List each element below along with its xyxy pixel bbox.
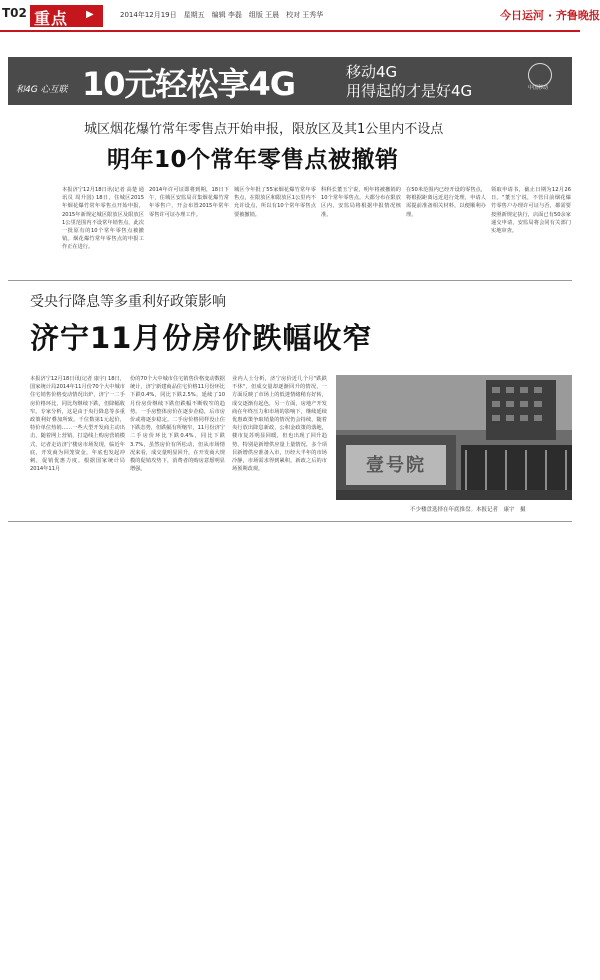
ad-subline-2: 用得起的才是好4G xyxy=(346,82,473,100)
article1-headline: 明年10个常年零售点被撤销 xyxy=(107,147,399,173)
bottom-rule xyxy=(8,521,572,522)
article1-column-5: 在50米范围内已经开设的零售点，将根据距离远近进行处理，申请人需提前准备相关材料，以便顺利办理。 xyxy=(406,187,486,218)
article1-column-3: 城区今年批了55家烟花爆竹常年零售点，在限放区和限放区1公里内不允许设点，所以有10个常年零售点要被撤销。 xyxy=(234,187,316,218)
article1-column-1: 本报济宁12月18日讯(记者 高楚 通讯员 周升国) 18日，住城区2015年烟花爆竹常年零售点开始申报，2015年新规定城区限放区及限放区1公里范围内不设常年销售点，此次一批原有的10个常年零售点被撤销。烟花爆竹常年零售点的申报工作正在进行。 xyxy=(62,187,144,251)
article1-kicker: 城区烟花爆竹常年零售点开始申报，限放区及其1公里内不设点 xyxy=(84,122,444,137)
section-divider xyxy=(8,280,572,281)
building-photo-illustration xyxy=(336,375,572,500)
ad-subline-1: 移动4G xyxy=(346,63,398,81)
section-label: 重点 xyxy=(34,9,69,28)
page-number: T02 xyxy=(2,6,27,20)
article1-column-2: 2014年许可证即将到期，18日下午，住城区安监局召集烟花爆竹常年零售户，开会布置2015年常年零售许可证办理工作。 xyxy=(149,187,229,218)
article1-column-4: 科科长董玉宁说，明年将被撤销的10个常年零售点，大都分布在限放区内，安监局将根据申报情况核准。 xyxy=(321,187,401,218)
triangle-right-icon: ▶ xyxy=(86,9,94,20)
photo-caption: 不少楼盘选择在年底推盘。本报记者 康宇 摄 xyxy=(410,507,526,513)
article1-column-6: 领取申请书，截止日期为12月26日。"董玉宁说，不管目前烟花爆竹零售户办理许可证与否，都需要按照新规定执行，店面已有50余家递交申请，安监局将会同有关部门实地审查。 xyxy=(491,187,571,235)
photo-sign: 壹号院 xyxy=(366,455,426,476)
article2-column-3: 业内人士分析，济宁房价近几个月"跌跌不休"，但成交量却逐渐回升的情况，一方面反映了市场上的低迷情绪稍有好转，成交逐渐有起色，另一方面，房地产开发商在年终压力和市场的影响下，继续延续优惠政策争取销量的情况仍会持续，随着央行放出降息新政，公积金政策的落地，楼市复苏明显回暖，但也出现了回升趋势，特别是新增供应量上量情况，多个项目新增供应准备入市，历经大半年的市场冷静，市场需求得到累积，新政之后的市场预期改观。 xyxy=(232,376,327,473)
article2-kicker: 受央行降息等多重利好政策影响 xyxy=(30,294,226,310)
ad-mark-label: 中国移动 xyxy=(528,85,549,91)
ad-logo: 和4G 心互联 xyxy=(16,85,68,95)
issue-info: 2014年12月19日 星期五 编辑 李磊 组版 王晨 校对 王秀华 xyxy=(120,11,324,19)
article2-column-1: 本报济宁12月18日讯(记者 康宇) 18日，国家统计局2014年11月份70个大中城市住宅销售价格变动情况出炉，济宁一二手房价格环比，同比均继续下跌，但降幅收窄。专家分析，这是由于央行降息等多重政策利好叠加所致。千位数第1元起价，特价单位热销……一些大型开发商主动出击，随着网上营销，打造线上购房营销模式，记者走访济宁楼房市场发现，临近年底，开发商为回笼资金，年底也发起冲刺，促销优惠力度。根据国家统计局2014年11月 xyxy=(30,376,125,473)
article2-headline: 济宁11月份房价跌幅收窄 xyxy=(30,321,373,355)
header-rule xyxy=(0,30,580,32)
newspaper-brand: 今日运河 · 齐鲁晚报 xyxy=(500,9,600,22)
article2-column-2: 份的70个大中城市住宅销售价格变动数据统计，济宁新建商品住宅价格11月份环比下跌0.4%，同比下跌2.5%，延续了10月份房价继续下跌但跌幅不断收窄的趋势。一手房整体房价在逐步企稳，后市房价或将逐步稳定。二手房价格同样没止住下跌态势，但跌幅有所缩窄，11月份济宁二手房价环比下跌0.4%，同比下跌3.7%，虽然房价有所松动，但从市场情况来看，成交量明显回升，在开发商大规模的促销攻势下，消费者的购房意愿明显增强。 xyxy=(130,376,225,473)
ad-headline: 10元轻松享4G xyxy=(82,65,296,103)
news-photo xyxy=(336,375,572,500)
